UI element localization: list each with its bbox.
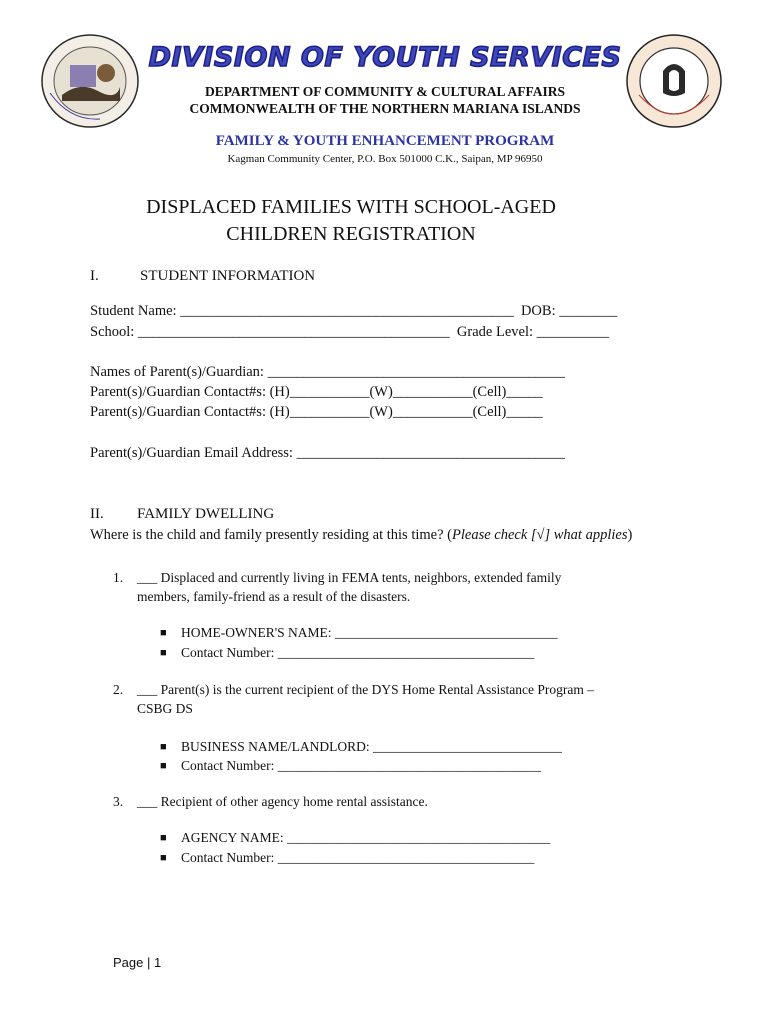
bullet-icon: ■ bbox=[160, 760, 167, 772]
section-1-number: I. bbox=[90, 268, 99, 284]
student-name-field[interactable]: Student Name: ______________________________________________ DOB: ________ bbox=[90, 303, 618, 319]
bullet-icon: ■ bbox=[160, 627, 167, 639]
program-name: FAMILY & YOUTH ENHANCEMENT PROGRAM bbox=[215, 133, 555, 149]
section-1-heading: STUDENT INFORMATION bbox=[140, 268, 316, 284]
organization-title: DIVISION OF YOUTH SERVICES bbox=[148, 42, 622, 73]
item-2-checkbox-text[interactable]: ___ Parent(s) is the current recipient of the DYS Home Rental Assistance Program – bbox=[137, 682, 595, 697]
agency-name-field[interactable]: AGENCY NAME: _______________________________________ bbox=[181, 830, 551, 845]
item-1-number: 1. bbox=[113, 570, 124, 585]
item-1-text-cont: members, family-friend as a result of the disasters. bbox=[137, 589, 411, 604]
item-2-text-cont: CSBG DS bbox=[137, 701, 193, 716]
item-1-checkbox-text[interactable]: ___ Displaced and currently living in FEMA tents, neighbors, extended family bbox=[137, 570, 562, 585]
section-2-heading: FAMILY DWELLING bbox=[137, 506, 275, 522]
page-number: Page | 1 bbox=[113, 955, 162, 970]
section-2-number: II. bbox=[90, 506, 104, 522]
bullet-icon: ■ bbox=[160, 852, 167, 864]
bullet-icon: ■ bbox=[160, 741, 167, 753]
question-instruction: Please check [√] what applies bbox=[452, 527, 628, 543]
dwelling-question bbox=[90, 527, 632, 544]
parent-contact-field-1[interactable]: Parent(s)/Guardian Contact#s: (H)___________(W)___________(Cell)_____ bbox=[90, 384, 543, 400]
bullet-icon: ■ bbox=[160, 832, 167, 844]
school-field[interactable]: School: ___________________________________________ Grade Level: __________ bbox=[90, 324, 610, 340]
parent-contact-field-2[interactable]: Parent(s)/Guardian Contact#s: (H)___________(W)___________(Cell)_____ bbox=[90, 404, 543, 420]
agency-contact-field[interactable]: Contact Number: ______________________________________ bbox=[181, 850, 535, 865]
landlord-contact-field[interactable]: Contact Number: _______________________________________ bbox=[181, 758, 541, 773]
parent-names-field[interactable]: Names of Parent(s)/Guardian: _________________________________________ bbox=[90, 364, 565, 380]
parent-email-field[interactable]: Parent(s)/Guardian Email Address: _____________________________________ bbox=[90, 445, 565, 461]
question-text: Where is the child and family presently residing at this time? ( bbox=[90, 527, 452, 543]
document-title-line1: DISPLACED FAMILIES WITH SCHOOL-AGED bbox=[146, 196, 556, 218]
address: Kagman Community Center, P.O. Box 501000 C.K., Saipan, MP 96950 bbox=[227, 153, 543, 165]
homeowner-contact-field[interactable]: Contact Number: ______________________________________ bbox=[181, 645, 535, 660]
department-name: DEPARTMENT OF COMMUNITY & CULTURAL AFFAIRS bbox=[205, 84, 565, 99]
document-title-line2: CHILDREN REGISTRATION bbox=[226, 223, 476, 245]
item-2-number: 2. bbox=[113, 682, 124, 697]
bullet-icon: ■ bbox=[160, 647, 167, 659]
question-close: ) bbox=[627, 527, 633, 543]
commonwealth-name: COMMONWEALTH OF THE NORTHERN MARIANA ISLANDS bbox=[189, 101, 581, 116]
homeowner-name-field[interactable]: HOME-OWNER'S NAME: _________________________________ bbox=[181, 625, 558, 640]
landlord-name-field[interactable]: BUSINESS NAME/LANDLORD: ____________________________ bbox=[181, 739, 563, 754]
item-3-checkbox-text[interactable]: ___ Recipient of other agency home rental assistance. bbox=[137, 794, 428, 809]
item-3-number: 3. bbox=[113, 794, 124, 809]
